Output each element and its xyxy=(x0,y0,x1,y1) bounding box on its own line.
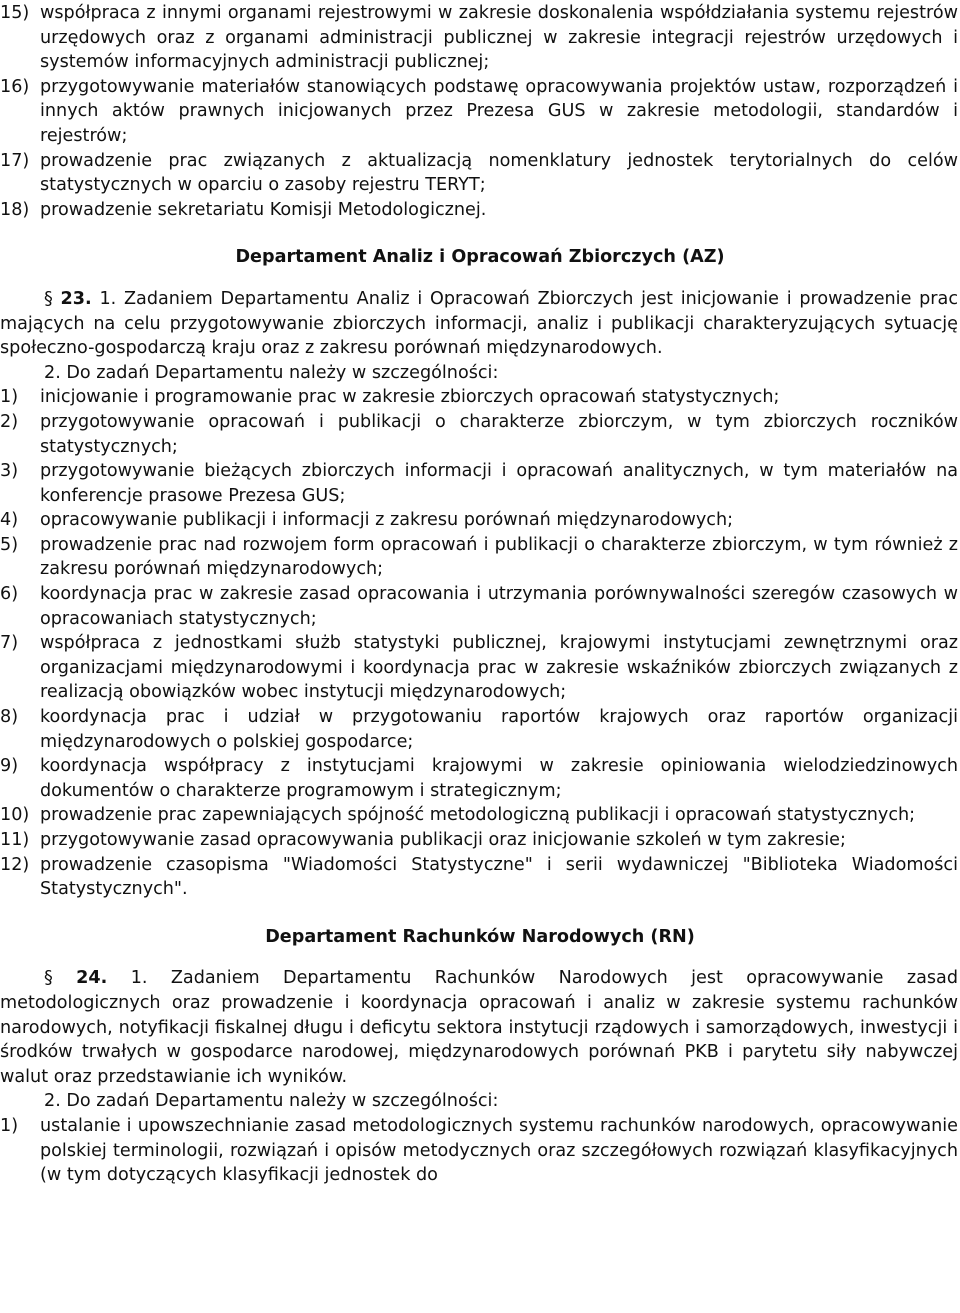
list-item: 2) przygotowywanie opracowań i publikacji o charakterze zbiorczym, w tym zbiorczych roczników statystycznych; xyxy=(0,411,958,457)
paragraph-rn-1: § 24. 1. Zadaniem Departamentu Rachunków Narodowych jest opracowywanie zasad metodologicznych oraz prowadzenie i koordynacja opracowań i analiz w zakresie systemu rachunków narodowych, notyfikacji fiskalnej długu i deficytu sektora instytucji rządowych i samorządowych, inwestycji i środków trwałych w gospodarce narodowej, międzynarodowych porównań PKB i parytetu siły nabywczej walut oraz przedstawianie ich wyników. xyxy=(0,968,958,1087)
list-block-rn xyxy=(0,1114,960,1188)
list-item: 8) koordynacja prac i udział w przygotowaniu raportów krajowych oraz raportów organizacji międzynarodowych o polskiej gospodarce; xyxy=(0,707,958,752)
section-sign-icon: § xyxy=(44,288,53,309)
list-item: 9) koordynacja współpracy z instytucjami krajowymi w zakresie opiniowania wielodziedzinowych dokumentów o charakterze programowym i strategicznym; xyxy=(0,756,958,801)
paragraph-rn-2: 2. Do zadań Departamentu należy w szczególności: xyxy=(44,1091,499,1112)
list-item: 3) przygotowywanie bieżących zbiorczych informacji i opracowań analitycznych, w tym materiałów na konferencje prasowe Prezesa GUS; xyxy=(0,461,958,506)
list-item: 16) przygotowywanie materiałów stanowiących podstawę opracowywania projektów ustaw, rozporządzeń i innych aktów prawnych inicjowanych przez Prezesa GUS w zakresie metodologii, standardów i rejestrów; xyxy=(0,76,958,146)
list-item: 6) koordynacja prac w zakresie zasad opracowania i utrzymania porównywalności szeregów czasowych w opracowaniach statystycznych; xyxy=(0,584,958,629)
list-item: 12) prowadzenie czasopisma "Wiadomości Statystyczne" i serii wydawniczej "Biblioteka Wiadomości Statystycznych". xyxy=(0,854,958,900)
list-item: 10) prowadzenie prac zapewniających spójność metodologiczną publikacji i opracowań statystycznych; xyxy=(0,805,916,826)
paragraph-az-2: 2. Do zadań Departamentu należy w szczególności: xyxy=(44,362,499,383)
section-number: 24. xyxy=(76,968,108,989)
section-heading-az: Departament Analiz i Opracowań Zbiorczych (AZ) xyxy=(235,247,725,268)
list-item: 17) prowadzenie prac związanych z aktualizacją nomenklatury jednostek terytorialnych do celów statystycznych w oparciu o zasoby rejestru TERYT; xyxy=(0,150,958,196)
list-item: 18) prowadzenie sekretariatu Komisji Metodologicznej. xyxy=(0,199,487,220)
section-number: 23. xyxy=(60,288,92,309)
list-item: 1) ustalanie i upowszechnianie zasad metodologicznych systemu rachunków narodowych, opracowywanie polskiej terminologii, rozwiązań i opisów metodycznych oraz szczegółowych rozwiązań klasyfikacyjnych (w tym dotyczących klasyfikacji jednostek do xyxy=(0,1115,958,1186)
list-item: 1) inicjowanie i programowanie prac w zakresie zbiorczych opracowań statystycznych; xyxy=(0,387,780,408)
list-item: 4) opracowywanie publikacji i informacji z zakresu porównań międzynarodowych; xyxy=(0,510,734,531)
paragraph-az-1: § 23. 1. Zadaniem Departamentu Analiz i Opracowań Zbiorczych jest inicjowanie i prowadzenie prac mających na celu przygotowywanie zbiorczych informacji, analiz i publikacji charakteryzujących sytuację społeczno-gospodarczą kraju oraz z zakresu porównań międzynarodowych. xyxy=(0,288,959,359)
list-block-az xyxy=(0,385,960,901)
list-item: 5) prowadzenie prac nad rozwojem form opracowań i publikacji o charakterze zbiorczym, w tym również z zakresu porównań międzynarodowych; xyxy=(0,534,958,580)
list-block-1 xyxy=(0,1,960,222)
section-sign-icon: § xyxy=(44,968,53,989)
section-heading-rn: Departament Rachunków Narodowych (RN) xyxy=(265,926,695,947)
list-item: 7) współpraca z jednostkami służb statystyki publicznej, krajowymi instytucjami zewnętrznymi oraz organizacjami międzynarodowymi i koordynacja prac w zakresie wskaźników zbiorczych związanych z realizacją obowiązków wobec instytucji międzynarodowych; xyxy=(0,633,958,703)
list-item: 11) przygotowywanie zasad opracowywania publikacji oraz inicjowanie szkoleń w tym zakresie; xyxy=(0,830,846,850)
list-item: 15) współpraca z innymi organami rejestrowymi w zakresie doskonalenia współdziałania systemu rejestrów urzędowych oraz z organami administracji publicznej w zakresie integracji rejestrów urzędowych i systemów informacyjnych administracji publicznej; xyxy=(0,3,958,73)
